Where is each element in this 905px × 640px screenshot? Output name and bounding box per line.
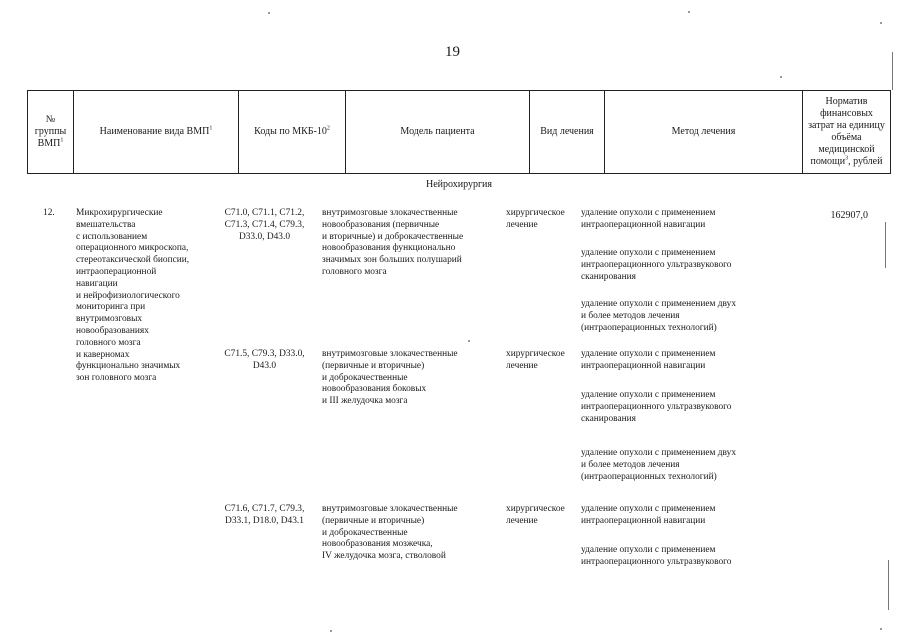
row-3-method-1: удаление опухоли с применением интраоперационной навигации [581,504,716,526]
scan-edge-mark [892,52,893,90]
scan-speck [268,12,270,14]
header-patient-model: Модель пациента [346,91,530,173]
table-header [27,90,891,174]
scan-speck [330,630,332,632]
header-vmp-name: Наименование вида ВМП$^1$ [74,91,239,173]
header-cost-norm: Норматив финансовых затрат на единицу объёма медицинской помощи$^3$, рублей [808,96,885,167]
row-3-codes: C71.6, C71.7, C79.3, D33.1, D18.0, D43.1 [224,504,305,526]
row-2-method-2: удаление опухоли с применением интраоперационного ультразвукового сканирования [581,390,732,424]
group-cost: 162907,0 [830,210,868,221]
row-3-treatment: хирургическое лечение [506,504,565,526]
row-1-model: внутримозговые злокачественные новообразования (первичные и вторичные) и доброкачественные новообразования функционально значимых зон больших полушарий головного мозга [322,208,464,277]
row-2-codes: C71.5, C79.3, D33.0, D43.0 [224,349,305,371]
header-group-number: № группы ВМП$^1$ [28,91,74,173]
page-number: 19 [445,44,460,60]
header-treatment-method: Метод лечения [605,91,803,173]
header-treatment-type: Вид лечения [530,91,605,173]
row-1-method-3: удаление опухоли с применением двух и более методов лечения (интраоперационных технологий) [581,299,737,333]
row-2-treatment: хирургическое лечение [506,349,565,371]
row-1-treatment: хирургическое лечение [506,208,565,230]
scan-edge-mark [885,222,886,268]
row-1-codes: C71.0, C71.1, C71.2, C71.3, C71.4, C79.3, D33.0, D43.0 [224,208,305,242]
section-title: Нейрохирургия [425,179,493,190]
scan-speck [688,11,690,13]
row-3-method-2: удаление опухоли с применением интраоперационного ультразвукового [581,545,732,567]
row-1-method-1: удаление опухоли с применением интраоперационной навигации [581,208,716,230]
row-2-method-1: удаление опухоли с применением интраоперационной навигации [581,349,716,371]
row-2-method-3: удаление опухоли с применением двух и более методов лечения (интраоперационных технологий) [581,448,737,482]
scan-edge-mark [888,560,889,610]
row-3-model: внутримозговые злокачественные (первичные и вторичные) и доброкачественные новообразования мозжечка, IV желудочка мозга, стволовой [322,504,458,562]
scan-speck [880,628,882,630]
scan-speck [780,76,782,78]
scan-speck [468,340,470,342]
row-1-method-2: удаление опухоли с применением интраоперационного ультразвукового сканирования [581,248,732,282]
header-icd-codes: Коды по МКБ-$10^2$ [239,91,346,173]
scan-speck [880,22,882,24]
row-2-model: внутримозговые злокачественные (первичные и вторичные) и доброкачественные новообразования боковых и III желудочка мозга [322,349,458,407]
group-number: 12. [43,208,55,218]
group-name: Микрохирургические вмешательства с использованием операционного микроскопа, стереотаксической биопсии, интраоперационной навигации и нейрофизиологического мониторинга при внутримозговых новообразованиях головного мозга и каверномах функционально значимых зон головного мозга [76,208,190,384]
